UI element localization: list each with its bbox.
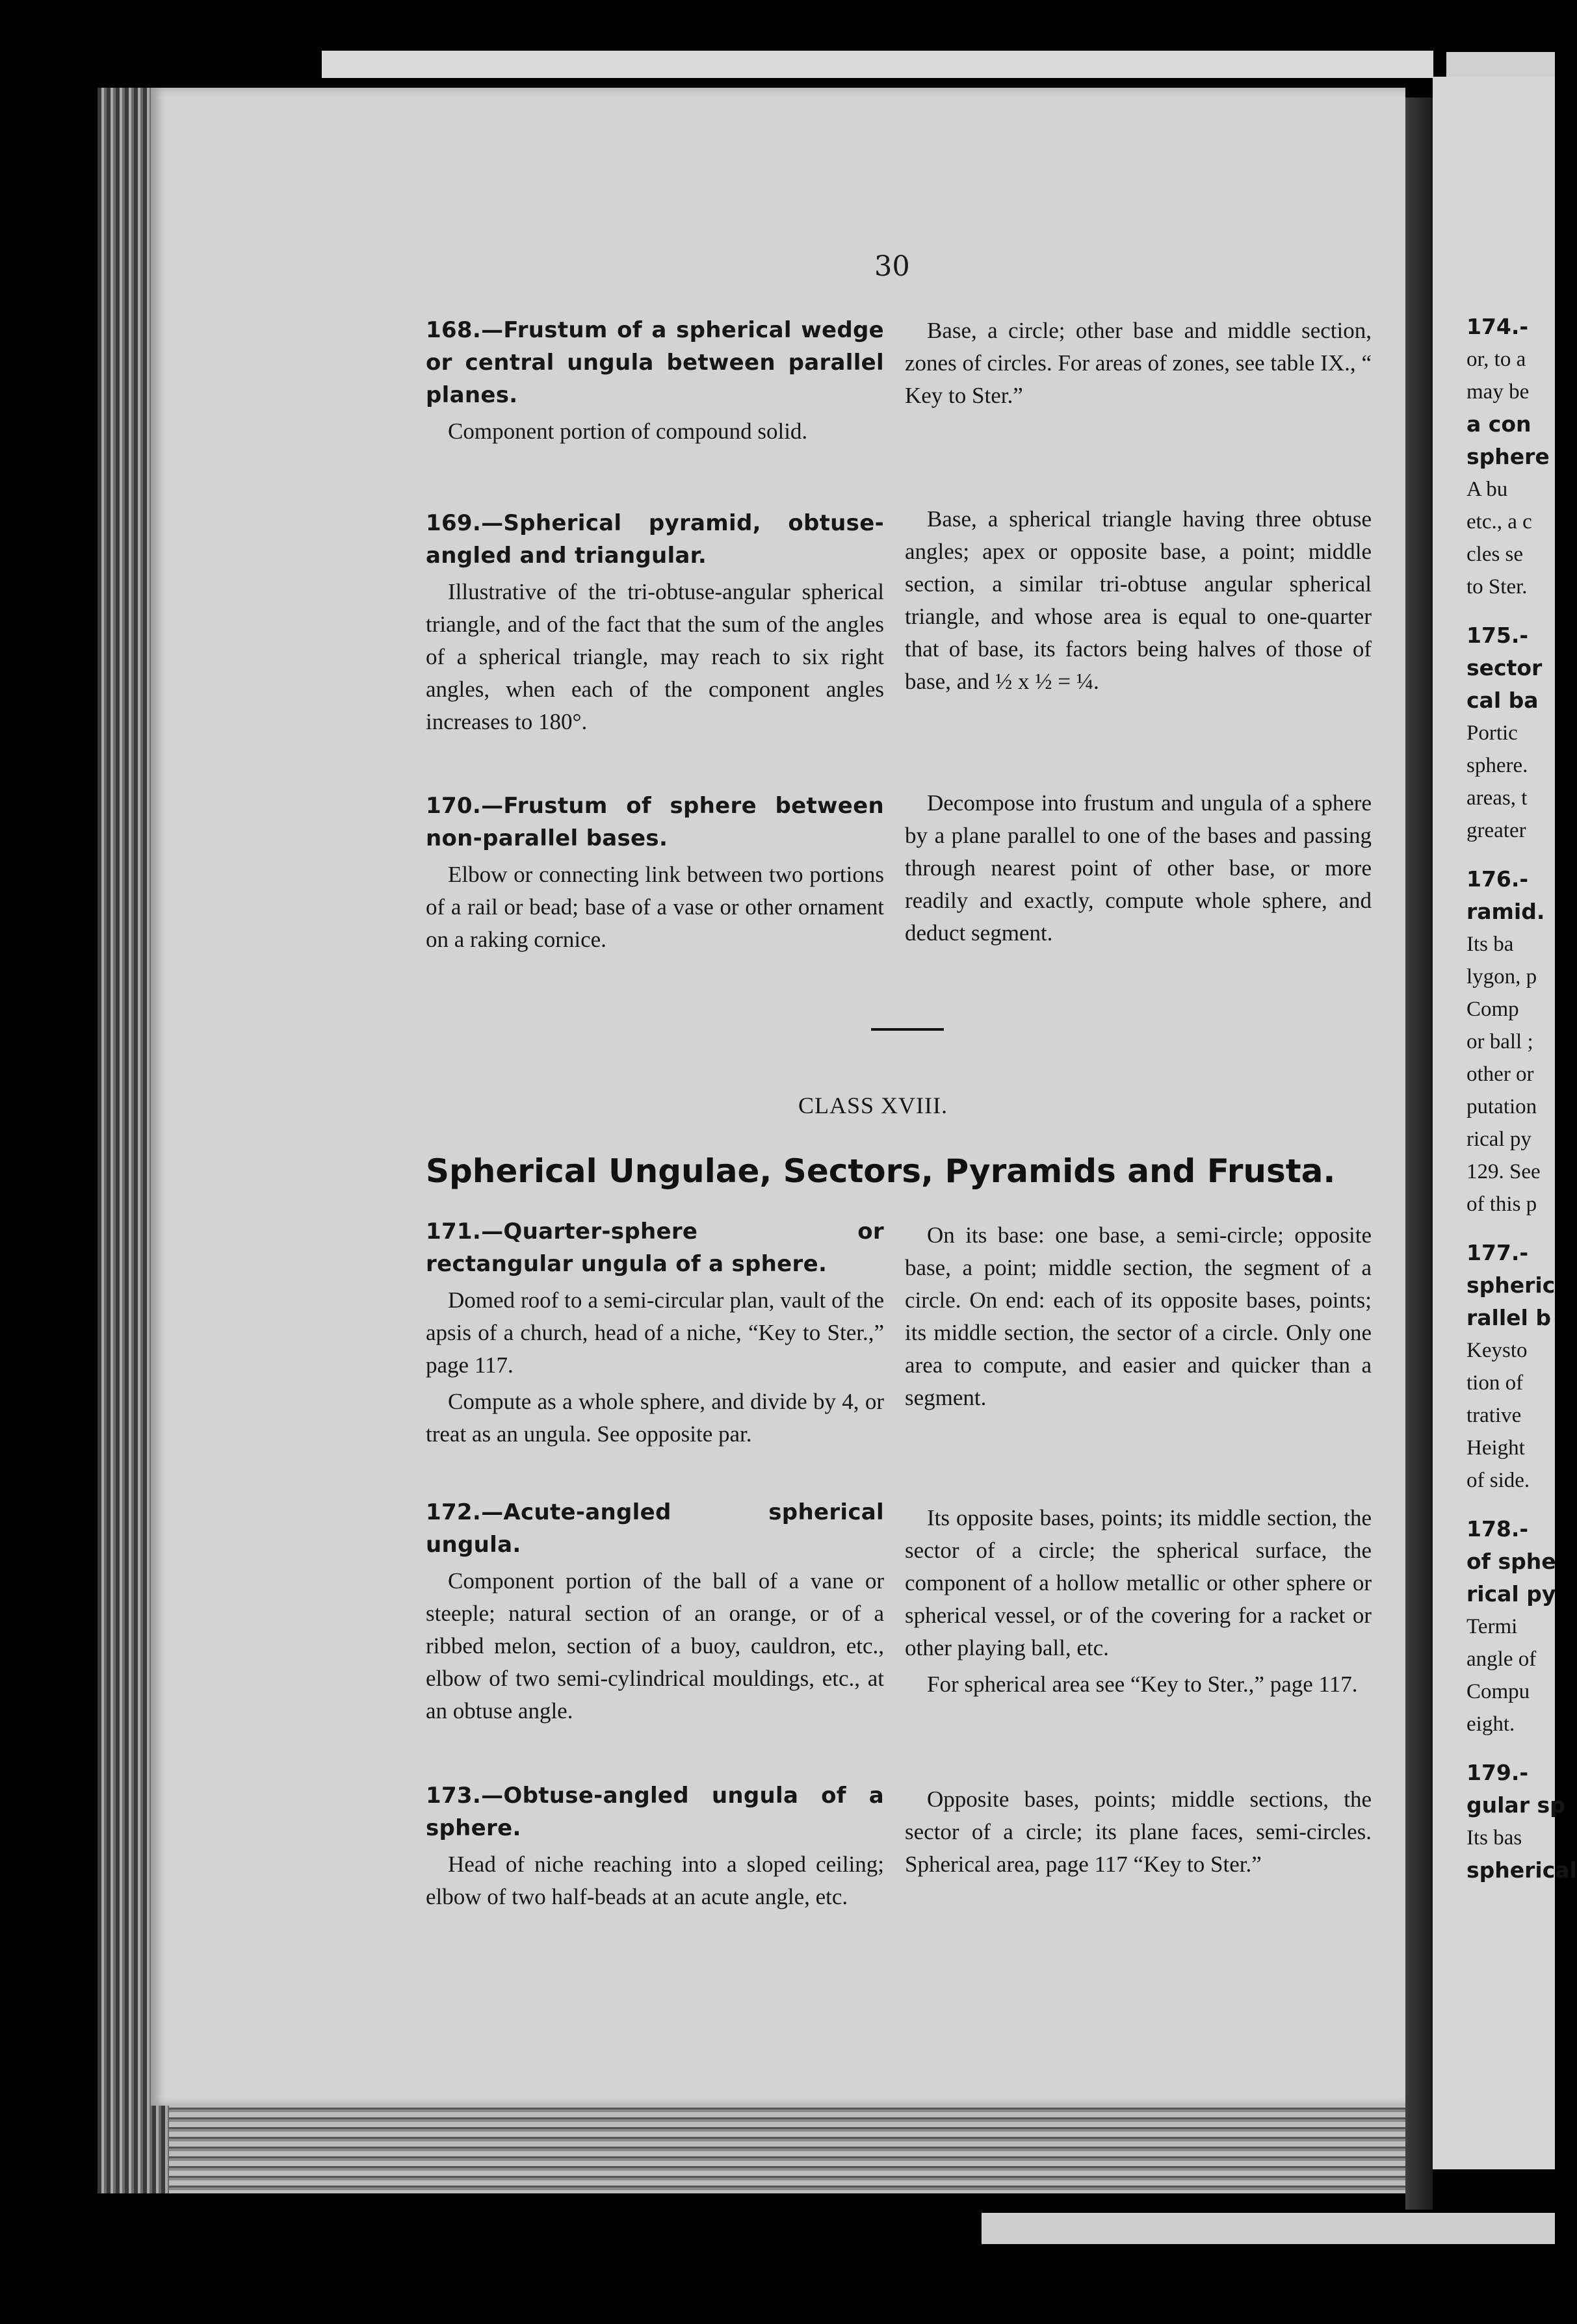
fragment: 176.- [1466, 866, 1529, 892]
class-title: CLASS XVIII. [798, 1092, 948, 1118]
fragment: sphere [1466, 444, 1550, 469]
fragment: rical py [1466, 1128, 1531, 1151]
note-172-text: Its opposite bases, points; its middle section, the sector of a circle; the spherical surface, the component of a hollow metallic or other sphere or spherical vessel, or of the covering for a racket or other playing ball, etc. [905, 1505, 1372, 1660]
fragment: other or [1466, 1063, 1534, 1086]
entry-body: Elbow or connecting link between two portions of a rail or bead; base of a vase or other ornament on a raking cornice. [426, 862, 884, 952]
fragment: spherical [1466, 1857, 1577, 1883]
entry-body: Domed roof to a semi-circular plan, vault of the apsis of a church, head of a niche, “Key to Ster.,” page 117. [426, 1287, 884, 1378]
top-page-edge-right [1446, 52, 1555, 78]
fragment: or ball ; [1466, 1030, 1533, 1053]
entry-173 [426, 1779, 884, 1913]
fragment: 179.- [1466, 1760, 1529, 1785]
fragment: Termi [1466, 1615, 1518, 1638]
note-173: Opposite bases, points; middle sections, the sector of a circle; its plane faces, semi-circles. Spherical area, page 117 “Key to Ster.” [905, 1787, 1372, 1877]
fragment: 178.- [1466, 1516, 1529, 1542]
fragment: of side. [1466, 1469, 1530, 1492]
fragment: cal ba [1466, 688, 1539, 713]
entry-body: Component portion of the ball of a vane or steeple; natural section of an orange, or of a ribbed melon, section of a buoy, cauldron, etc., elbow of two semi-cylindrical mouldings, etc., at an obtuse angle. [426, 1568, 884, 1724]
fragment: Height [1466, 1436, 1525, 1460]
entry-heading: 168.—Frustum of a spherical wedge or central ungula between parallel planes. [426, 317, 884, 408]
section-divider [871, 1028, 944, 1031]
fragment: Its bas [1466, 1826, 1522, 1850]
top-page-edge [322, 51, 1433, 78]
entry-168 [426, 314, 884, 448]
entry-172 [426, 1496, 884, 1727]
entry-body-2: Compute as a whole sphere, and divide by 4, or treat as an ungula. See opposite par. [426, 1389, 884, 1447]
fragment: Compu [1466, 1680, 1530, 1703]
fragment: of sphe [1466, 1549, 1556, 1574]
fragment: rical py [1466, 1581, 1556, 1607]
entry-heading: 172.—Acute-angled spherical ungula. [426, 1499, 884, 1558]
note-172 [905, 1498, 1372, 1701]
entry-body: Illustrative of the tri-obtuse-angular spherical triangle, and of the fact that the sum of the angles of a spherical triangle, may reach to six right angles, when each of the component angles increases to 180°. [426, 579, 884, 734]
fragment: sector [1466, 655, 1543, 680]
note-172-text-2: For spherical area see “Key to Ster.,” page 117. [927, 1672, 1358, 1697]
note-169: Base, a spherical triangle having three obtuse angles; apex or opposite base, a point; middle section, a similar tri-obtuse angular spherical triangle, and whose area is equal to one-quarter that of base, its factors being halves of those of base, and ½ x ½ = ¼. [905, 506, 1372, 694]
fragment: 177.- [1466, 1240, 1529, 1265]
fragment: to Ster. [1466, 575, 1528, 599]
entry-171 [426, 1215, 884, 1451]
entry-body: Component portion of compound solid. [448, 419, 808, 444]
fragment: 174.- [1466, 314, 1529, 339]
fragment: Its ba [1466, 933, 1514, 956]
note-170: Decompose into frustum and ungula of a sphere by a plane parallel to one of the bases and passing through nearest point of other base, or more readily and exactly, compute whole sphere, and deduct segment. [905, 790, 1372, 946]
entry-heading: 171.—Quarter-sphere or rectangular ungula of a sphere. [426, 1219, 884, 1277]
entry-heading: 169.—Spherical pyramid, obtuse-angled and triangular. [426, 510, 884, 569]
fragment: A bu [1466, 478, 1508, 501]
fragment: angle of [1466, 1647, 1537, 1671]
fragment: trative [1466, 1404, 1522, 1427]
section-title: Spherical Ungulae, Sectors, Pyramids and Frusta. [426, 1152, 1336, 1190]
fragment: Comp [1466, 998, 1519, 1021]
fragment: sphere. [1466, 754, 1528, 777]
adjacent-page-text [1466, 311, 1577, 1887]
fragment: spheric [1466, 1272, 1556, 1298]
fragment: or, to a [1466, 348, 1526, 371]
fragment: lygon, p [1466, 965, 1537, 988]
fragment: greater [1466, 819, 1526, 842]
fragment: eight. [1466, 1712, 1515, 1736]
fragment: ramid. [1466, 899, 1545, 924]
entry-heading: 170.—Frustum of sphere between non-parallel bases. [426, 793, 884, 851]
bottom-page-strip [982, 2213, 1555, 2244]
fragment: Portic [1466, 721, 1518, 745]
fragment: 175.- [1466, 623, 1529, 648]
entry-169 [426, 507, 884, 738]
entry-170 [426, 790, 884, 956]
fragment: Keysto [1466, 1339, 1528, 1362]
entry-heading: 173.—Obtuse-angled ungula of a sphere. [426, 1783, 884, 1841]
fragment: rallel b [1466, 1305, 1551, 1330]
fragment: areas, t [1466, 786, 1528, 810]
note-168: Base, a circle; other base and middle section, zones of circles. For areas of zones, see table IX., “ Key to Ster.” [905, 318, 1372, 408]
fragment: 129. See [1466, 1160, 1541, 1183]
fragment: may be [1466, 380, 1530, 404]
fragment: etc., a c [1466, 510, 1532, 534]
fragment: a con [1466, 411, 1531, 437]
note-171: On its base: one base, a semi-circle; opposite base, a point; middle section, the segment of a circle. On end: each of its opposite bases, points; its middle section, the sector of a circle. Only one area to compute, and easier and quicker than a segment. [905, 1222, 1372, 1410]
entry-body: Head of niche reaching into a sloped ceiling; elbow of two half-beads at an acute angle, etc. [426, 1852, 884, 1909]
fragment: cles se [1466, 543, 1524, 566]
fragment: tion of [1466, 1371, 1524, 1395]
fragment: putation [1466, 1095, 1537, 1118]
fragment: gular sp [1466, 1792, 1565, 1818]
book-gutter [1405, 97, 1433, 2210]
page-number: 30 [874, 250, 910, 283]
fragment: of this p [1466, 1193, 1537, 1216]
